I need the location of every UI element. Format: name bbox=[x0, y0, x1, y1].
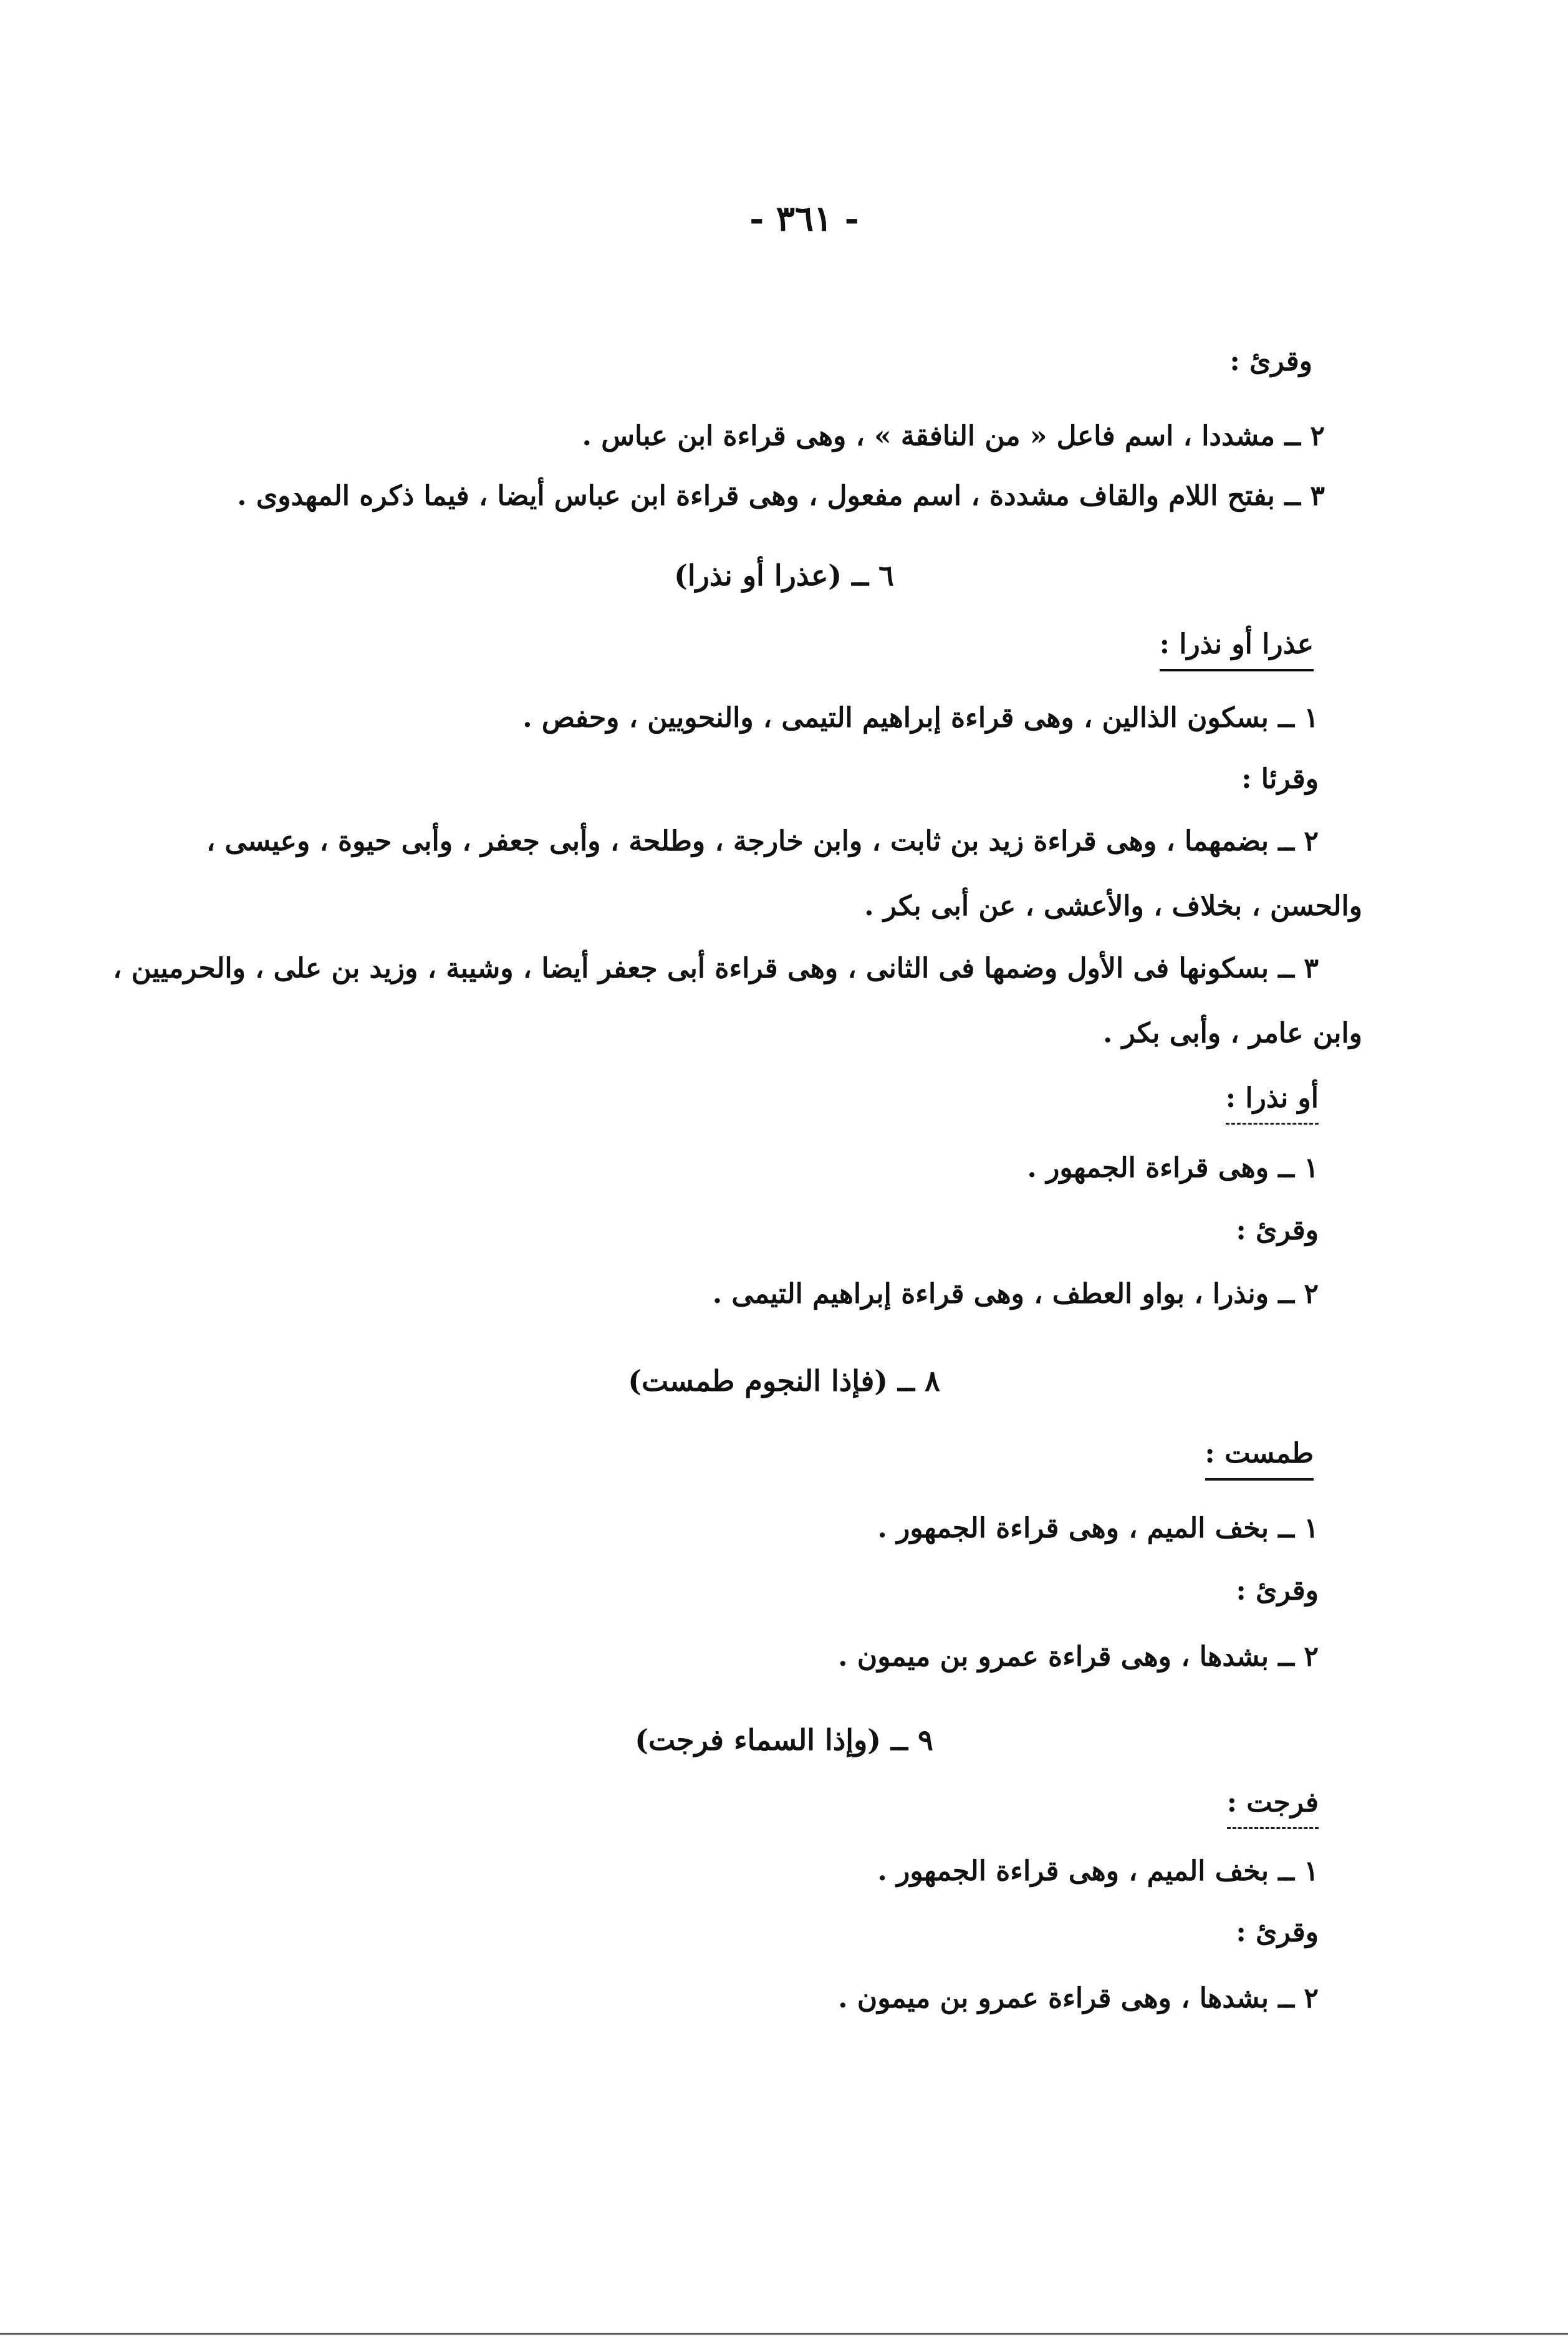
text-line: ٢ ــ بشدها ، وهى قراءة عمرو بن ميمون . bbox=[838, 1641, 1319, 1673]
term-heading: فرجت : bbox=[1227, 1787, 1319, 1829]
bottom-rule bbox=[0, 2333, 1568, 2335]
text-line: وقرئ : bbox=[1236, 1575, 1319, 1607]
text-line: ٣ ــ بفتح اللام والقاف مشددة ، اسم مفعول ، وهى قراءة ابن عباس أيضا ، فيما ذكره المهدوى . bbox=[237, 480, 1325, 512]
term-heading: طمست : bbox=[1205, 1438, 1314, 1481]
text-line: ٣ ــ بسكونها فى الأول وضمها فى الثانى ، وهى قراءة أبى جعفر أيضا ، وشيبة ، وزيد بن على ، والحرميين ، bbox=[113, 953, 1319, 984]
text-line: ١ ــ بسكون الذالين ، وهى قراءة إبراهيم التيمى ، والنحويين ، وحفص . bbox=[522, 702, 1319, 734]
text-line: وقرئا : bbox=[1241, 763, 1319, 795]
text-line: والحسن ، بخلاف ، والأعشى ، عن أبى بكر . bbox=[864, 890, 1362, 922]
section-heading: ٨ ــ (فإذا النجوم طمست) bbox=[628, 1364, 940, 1398]
term-heading: أو نذرا : bbox=[1226, 1082, 1319, 1125]
term-heading: عذرا أو نذرا : bbox=[1160, 628, 1314, 671]
section-heading: ٦ ــ (عذرا أو نذرا) bbox=[674, 559, 894, 592]
text-line: وقرئ : bbox=[1229, 345, 1312, 377]
text-line: ٢ ــ بضمهما ، وهى قراءة زيد بن ثابت ، وابن خارجة ، وطلحة ، وأبى جعفر ، وأبى حيوة ، وعيسى ، bbox=[206, 825, 1319, 857]
text-line: ١ ــ بخف الميم ، وهى قراءة الجمهور . bbox=[877, 1512, 1319, 1544]
text-line: ٢ ــ ونذرا ، بواو العطف ، وهى قراءة إبراهيم التيمى . bbox=[712, 1278, 1319, 1310]
text-line: وقرئ : bbox=[1236, 1214, 1319, 1246]
text-line: وقرئ : bbox=[1236, 1916, 1319, 1948]
page-number: - ٣٦١ - bbox=[749, 198, 859, 239]
text-line: ١ ــ بخف الميم ، وهى قراءة الجمهور . bbox=[877, 1855, 1319, 1887]
text-line: ١ ــ وهى قراءة الجمهور . bbox=[1027, 1152, 1319, 1184]
text-line: وابن عامر ، وأبى بكر . bbox=[1102, 1017, 1362, 1049]
text-line: ٢ ــ بشدها ، وهى قراءة عمرو بن ميمون . bbox=[838, 1982, 1319, 2014]
text-line: ٢ ــ مشددا ، اسم فاعل « من النافقة » ، وهى قراءة ابن عباس . bbox=[582, 420, 1325, 452]
section-heading: ٩ ــ (وإذا السماء فرجت) bbox=[635, 1723, 933, 1757]
